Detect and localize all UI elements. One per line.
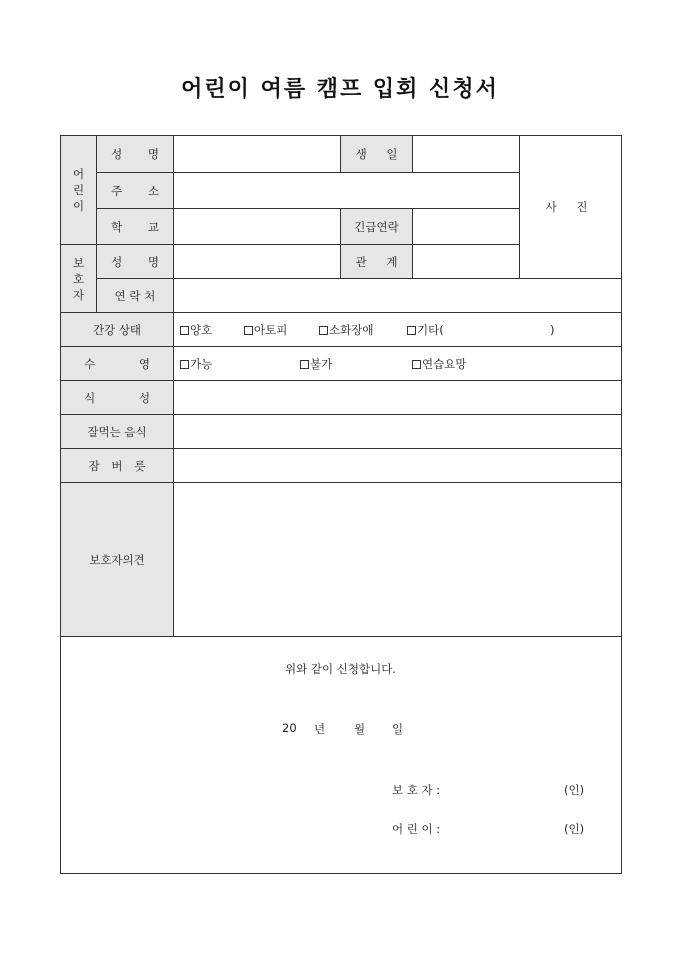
guardian-contact-label: 연 락 처 [97,279,174,313]
relation-field[interactable] [413,245,520,279]
health-status-label: 간강 상태 [61,313,174,347]
child-address-field[interactable] [174,173,520,209]
child-birthday-label: 생 일 [341,136,413,173]
swim-options [174,347,622,381]
favorite-food-field[interactable] [174,415,622,449]
form-title: 어린이 여름 캠프 입회 신청서 [181,76,499,102]
swim-option-possible[interactable]: 가능 [180,356,300,372]
date-month-unit: 월 [354,722,366,736]
child-group-label: 어린이 [61,136,97,245]
sleep-habit-field[interactable] [174,449,622,483]
photo-box[interactable] [520,136,622,279]
guardian-seal: (인) [564,783,585,797]
diet-field[interactable] [174,381,622,415]
checkbox-icon [319,326,328,335]
application-form-table [60,135,622,874]
date-day-unit: 일 [392,722,404,736]
guardian-opinion-label: 보호자의견 [61,483,174,637]
guardian-name-label: 성 명 [97,245,174,279]
guardian-name-field[interactable] [174,245,341,279]
diet-label: 식 성 [61,381,174,415]
swim-option-practice[interactable]: 연습요망 [412,356,466,372]
photo-label: 사 진 [545,200,596,214]
child-school-field[interactable] [174,209,341,245]
checkbox-icon [407,326,416,335]
emergency-contact-field[interactable] [413,209,520,245]
signature-block [61,637,622,874]
emergency-contact-label: 긴급연락 [341,209,413,245]
guardian-group-label: 보호자 [61,245,97,313]
health-option-good[interactable]: 양호 [180,322,244,338]
child-seal: (인) [564,822,585,836]
health-close-paren: ) [550,322,555,337]
guardian-contact-field[interactable] [174,279,622,313]
child-school-label: 학 교 [97,209,174,245]
swim-option-impossible[interactable]: 불가 [300,356,412,372]
relation-label: 관 계 [341,245,413,279]
favorite-food-label: 잘먹는 음식 [61,415,174,449]
health-option-atopy[interactable]: 아토피 [244,322,319,338]
guardian-opinion-field[interactable] [174,483,622,637]
child-name-label: 성 명 [97,136,174,173]
checkbox-icon [180,360,189,369]
health-options [174,313,622,347]
date-year: 20 [282,721,297,735]
child-sign-label: 어 린 이 : [392,822,441,836]
sleep-habit-label: 잠 버 릇 [61,449,174,483]
guardian-sign-label: 보 호 자 : [392,783,441,797]
date-year-unit: 년 [314,722,326,736]
checkbox-icon [412,360,421,369]
checkbox-icon [180,326,189,335]
health-option-other[interactable]: 기타( [407,322,550,338]
swim-label: 수 영 [61,347,174,381]
health-option-digestive[interactable]: 소화장애 [319,322,407,338]
checkbox-icon [244,326,253,335]
child-address-label: 주 소 [97,173,174,209]
child-name-field[interactable] [174,136,341,173]
checkbox-icon [300,360,309,369]
child-birthday-field[interactable] [413,136,520,173]
application-statement: 위와 같이 신청합니다. [285,662,396,676]
